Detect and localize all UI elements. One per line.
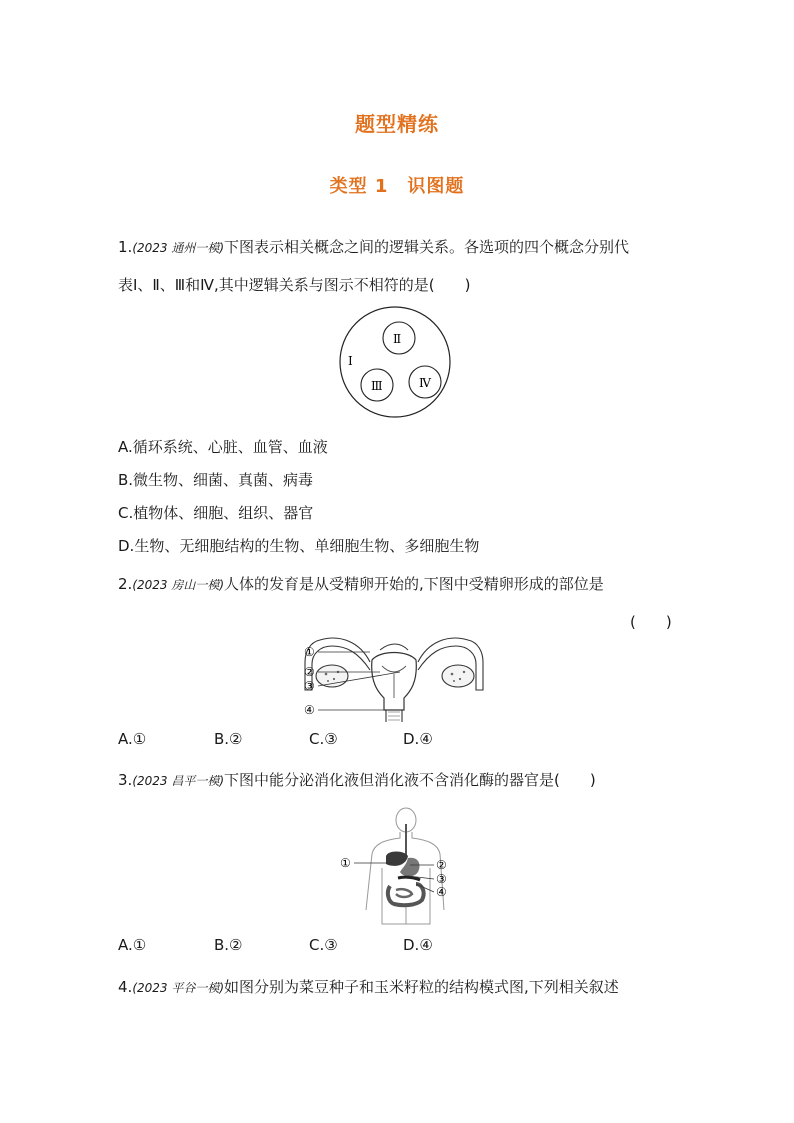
question-3-option-b[interactable]: B.② bbox=[214, 936, 243, 954]
section-title: 题型精练 bbox=[355, 112, 439, 136]
question-2-text: 人体的发育是从受精卵开始的,下图中受精卵形成的部位是 bbox=[224, 575, 604, 593]
figure-2-label-4: ④ bbox=[304, 703, 315, 717]
question-2-number: 2. bbox=[118, 575, 133, 593]
question-3-digestive-figure bbox=[336, 806, 466, 928]
question-4-text: 如图分别为菜豆种子和玉米籽粒的结构模式图,下列相关叙述 bbox=[224, 978, 619, 996]
question-3-text: 下图中能分泌消化液但消化液不含消化酶的器官是( ) bbox=[224, 771, 596, 789]
question-2-line-1 bbox=[118, 573, 604, 594]
question-1-source: (2023 通州一模) bbox=[132, 241, 225, 255]
question-2-answer-paren: ( ) bbox=[630, 613, 672, 631]
question-1-line-2: 表Ⅰ、Ⅱ、Ⅲ和Ⅳ,其中逻辑关系与图示不相符的是( ) bbox=[118, 276, 471, 294]
question-3-options bbox=[0, 936, 794, 958]
figure-2-label-1: ① bbox=[304, 645, 315, 659]
question-4-line-1 bbox=[118, 976, 619, 997]
question-2-option-c[interactable]: C.③ bbox=[309, 730, 338, 748]
question-3-option-a[interactable]: A.① bbox=[118, 936, 147, 954]
question-2-option-a[interactable]: A.① bbox=[118, 730, 147, 748]
figure-2-label-3: ③ bbox=[304, 679, 315, 693]
question-2-options bbox=[0, 730, 794, 752]
question-2-source: (2023 房山一模) bbox=[132, 578, 225, 592]
question-3-option-c[interactable]: C.③ bbox=[309, 936, 338, 954]
question-3-line-1 bbox=[118, 769, 596, 790]
figure-3-label-3: ③ bbox=[436, 872, 447, 886]
question-2-option-b[interactable]: B.② bbox=[214, 730, 243, 748]
question-1-venn-figure bbox=[335, 305, 460, 420]
question-3-source: (2023 昌平一模) bbox=[132, 774, 225, 788]
venn-label-2: Ⅱ bbox=[393, 332, 402, 346]
venn-label-1: Ⅰ bbox=[348, 354, 353, 368]
question-1-text: 下图表示相关概念之间的逻辑关系。各选项的四个概念分别代 bbox=[224, 238, 630, 256]
question-3-number: 3. bbox=[118, 771, 133, 789]
question-2-option-d[interactable]: D.④ bbox=[403, 730, 433, 748]
figure-3-label-1: ① bbox=[340, 856, 351, 870]
question-3-option-d[interactable]: D.④ bbox=[403, 936, 433, 954]
figure-3-label-4: ④ bbox=[436, 885, 447, 899]
question-1-option-a[interactable]: A.循环系统、心脏、血管、血液 bbox=[118, 438, 328, 456]
venn-label-3: Ⅲ bbox=[371, 379, 383, 393]
question-4-number: 4. bbox=[118, 978, 133, 996]
venn-label-4: Ⅳ bbox=[419, 376, 431, 390]
figure-3-label-2: ② bbox=[436, 858, 447, 872]
question-1-option-d[interactable]: D.生物、无细胞结构的生物、单细胞生物、多细胞生物 bbox=[118, 537, 480, 555]
question-1-option-c[interactable]: C.植物体、细胞、组织、器官 bbox=[118, 504, 314, 522]
question-2-reproductive-figure bbox=[300, 632, 500, 724]
question-1-number: 1. bbox=[118, 238, 133, 256]
type-title: 类型 1 识图题 bbox=[329, 176, 465, 197]
question-1-line-1 bbox=[118, 236, 629, 257]
figure-2-label-2: ② bbox=[304, 665, 315, 679]
question-4-source: (2023 平谷一模) bbox=[132, 981, 225, 995]
question-1-option-b[interactable]: B.微生物、细菌、真菌、病毒 bbox=[118, 471, 314, 489]
